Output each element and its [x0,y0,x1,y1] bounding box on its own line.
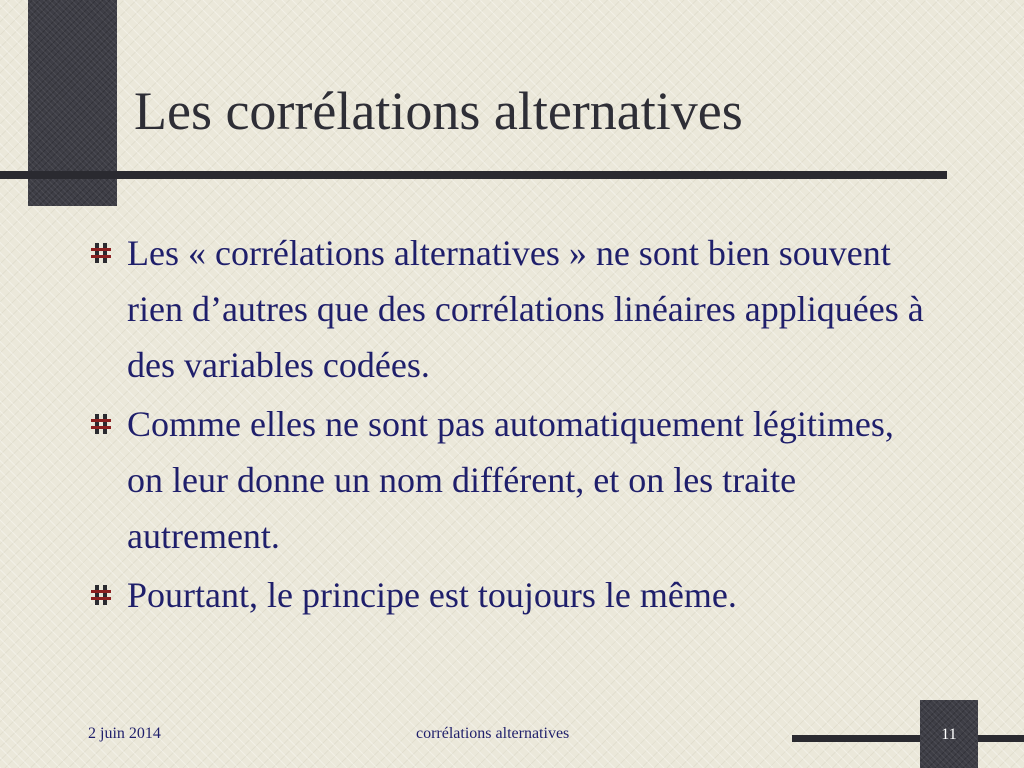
footer-title: corrélations alternatives [416,725,570,742]
bullet-text: Les « corrélations alternatives » ne sont bien souvent rien d’autres que des corrélations linéaires appliquées à des variables codées. [127,233,924,385]
hash-bullet-icon [90,242,112,264]
footer-date: 2 juin 2014 [88,725,161,742]
bullet-item [90,396,930,564]
bullet-text: Pourtant, le principe est toujours le même. [127,575,737,615]
bullet-text: Comme elles ne sont pas automatiquement légitimes, on leur donne un nom différent, et on les traite autrement. [127,404,894,556]
footer-rule-right [978,735,1024,742]
hash-bullet-icon [90,584,112,606]
page-number-box [920,700,978,768]
bullet-item [90,225,930,393]
hash-bullet-icon [90,413,112,435]
bullet-item [90,567,930,623]
page-number: 11 [941,726,957,743]
footer-rule-left [792,735,920,742]
title-rule [0,171,947,179]
slide-title: Les corrélations alternatives [134,81,743,141]
bullet-list [90,225,930,626]
